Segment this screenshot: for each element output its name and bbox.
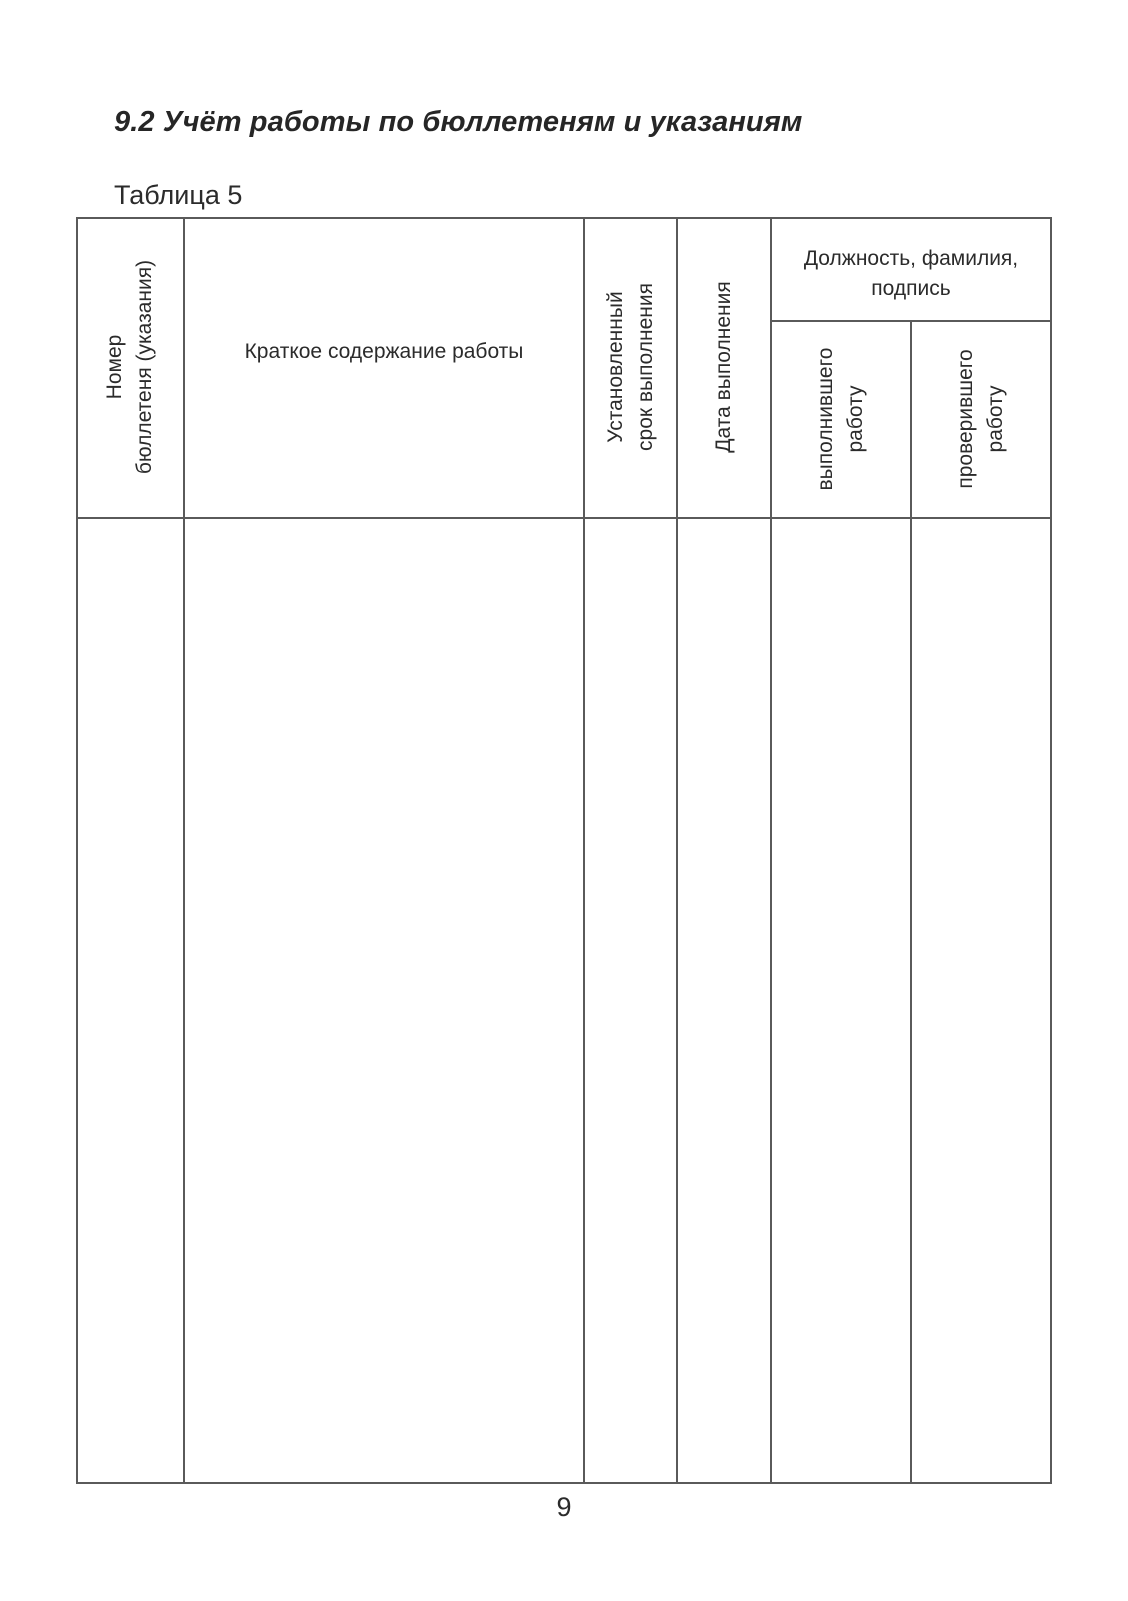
column-header-summary: Краткое содержание работы bbox=[244, 340, 524, 363]
page-number: 9 bbox=[556, 1492, 572, 1522]
column-header-line: срок выполнения bbox=[634, 283, 657, 451]
column-header-line: выполнившего bbox=[814, 347, 837, 491]
bulletin-work-table bbox=[76, 217, 1052, 1484]
column-header-line: Дата выполнения bbox=[712, 281, 735, 453]
table-body-empty bbox=[76, 519, 1052, 1482]
column-header-deadline bbox=[601, 283, 661, 451]
column-header-line: Номер bbox=[103, 334, 126, 400]
column-header-line: подпись bbox=[871, 277, 951, 300]
table-caption: Таблица 5 bbox=[114, 180, 243, 210]
table-border-bottom bbox=[76, 1482, 1052, 1484]
signature-group-divider bbox=[770, 320, 1052, 322]
table-border-top bbox=[76, 217, 1052, 219]
column-header-line: Установленный bbox=[604, 291, 627, 443]
column-header-performer bbox=[811, 348, 871, 491]
column-header-line: работу bbox=[844, 385, 867, 453]
column-header-checker bbox=[951, 349, 1011, 488]
section-title: 9.2 Учёт работы по бюллетеням и указаниям bbox=[114, 106, 803, 138]
column-header-bulletin-number bbox=[100, 260, 160, 474]
column-group-header-signature bbox=[772, 244, 1050, 304]
column-header-completion-date bbox=[709, 281, 739, 452]
column-header-line: бюллетеня (указания) bbox=[133, 259, 156, 475]
column-header-line: проверившего bbox=[954, 349, 977, 489]
column-header-line: работу bbox=[984, 385, 1007, 453]
column-header-line: Должность, фамилия, bbox=[803, 247, 1019, 270]
